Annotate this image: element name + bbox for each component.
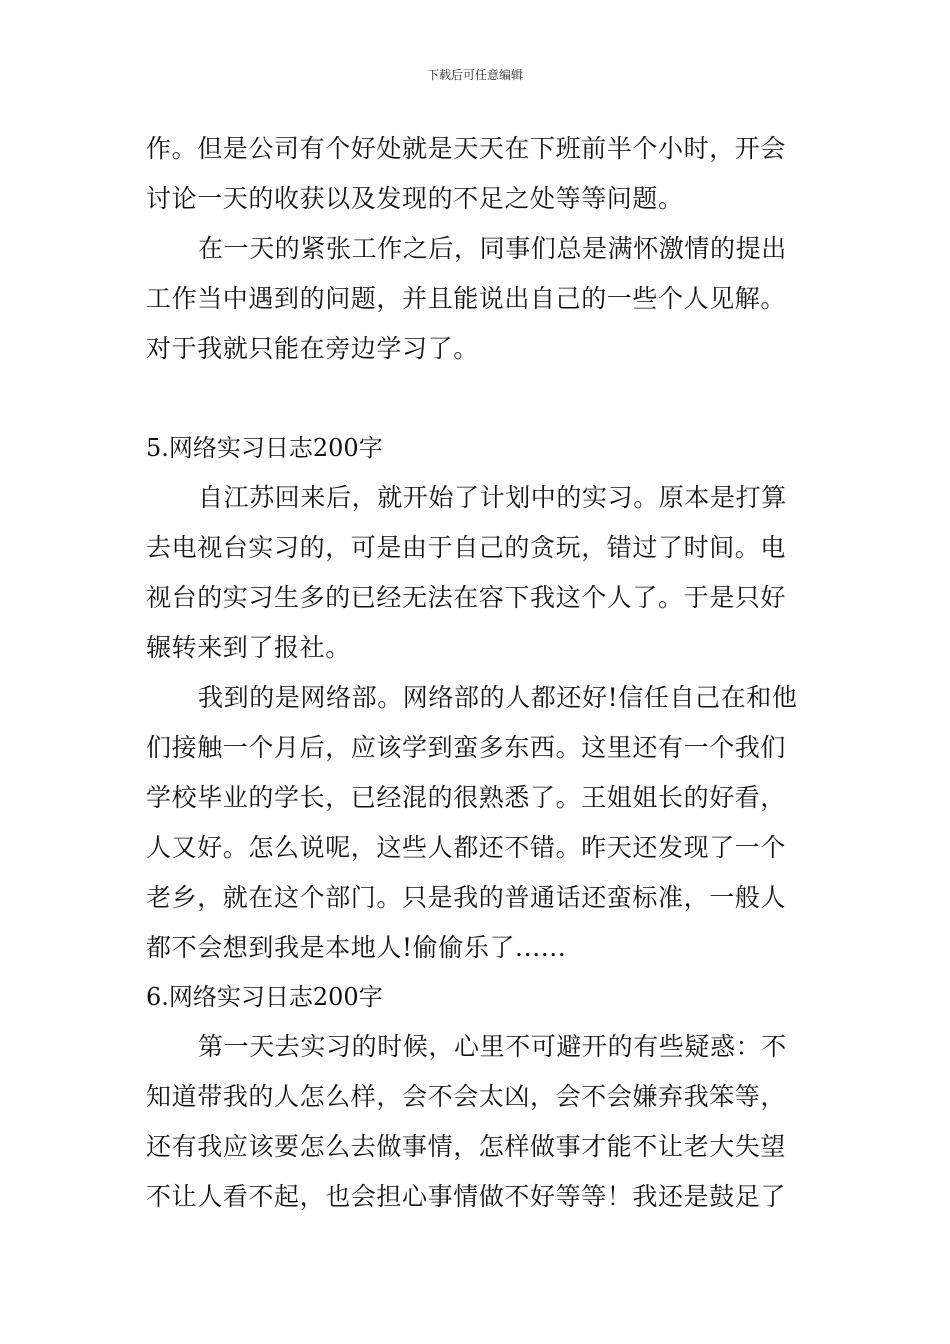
text-line: 讨论一天的收获以及发现的不足之处等等问题。	[146, 184, 684, 213]
paragraph-first-line: 自江苏回来后，就开始了计划中的实习。原本是打算	[198, 483, 787, 512]
text-line: 们接触一个月后，应该学到蛮多东西。这里还有一个我们	[146, 733, 787, 762]
text-line: 不让人看不起，也会担心事情做不好等等！我还是鼓足了	[146, 1182, 787, 1211]
text-line: 对于我就只能在旁边学习了。	[146, 334, 479, 363]
paragraph-first-line: 我到的是网络部。网络部的人都还好!信任自己在和他	[198, 683, 798, 712]
text-line: 工作当中遇到的问题，并且能说出自己的一些个人见解。	[146, 284, 787, 313]
paragraph-first-line: 第一天去实习的时候，心里不可避开的有些疑惑：不	[198, 1032, 787, 1061]
text-line: 去电视台实习的，可是由于自己的贪玩，错过了时间。电	[146, 533, 787, 562]
text-line: 知道带我的人怎么样，会不会太凶，会不会嫌弃我笨等，	[146, 1082, 787, 1111]
text-line: 都不会想到我是本地人!偷偷乐了......	[146, 933, 567, 962]
text-line: 视台的实习生多的已经无法在容下我这个人了。于是只好	[146, 583, 787, 612]
text-line: 学校毕业的学长，已经混的很熟悉了。王姐姐长的好看，	[146, 783, 787, 812]
section-heading: 6.网络实习日志200字	[146, 983, 383, 1011]
section-heading: 5.网络实习日志200字	[146, 434, 383, 462]
text-line: 老乡，就在这个部门。只是我的普通话还蛮标准，一般人	[146, 883, 787, 912]
text-line: 人又好。怎么说呢，这些人都还不错。昨天还发现了一个	[146, 833, 787, 862]
page-header: 下载后可任意编辑	[426, 68, 523, 82]
text-line: 辗转来到了报社。	[146, 633, 351, 662]
paragraph-first-line: 在一天的紧张工作之后，同事们总是满怀激情的提出	[198, 234, 787, 263]
text-line: 作。但是公司有个好处就是天天在下班前半个小时，开会	[146, 134, 787, 163]
text-line: 还有我应该要怎么去做事情，怎样做事才能不让老大失望	[146, 1132, 787, 1161]
